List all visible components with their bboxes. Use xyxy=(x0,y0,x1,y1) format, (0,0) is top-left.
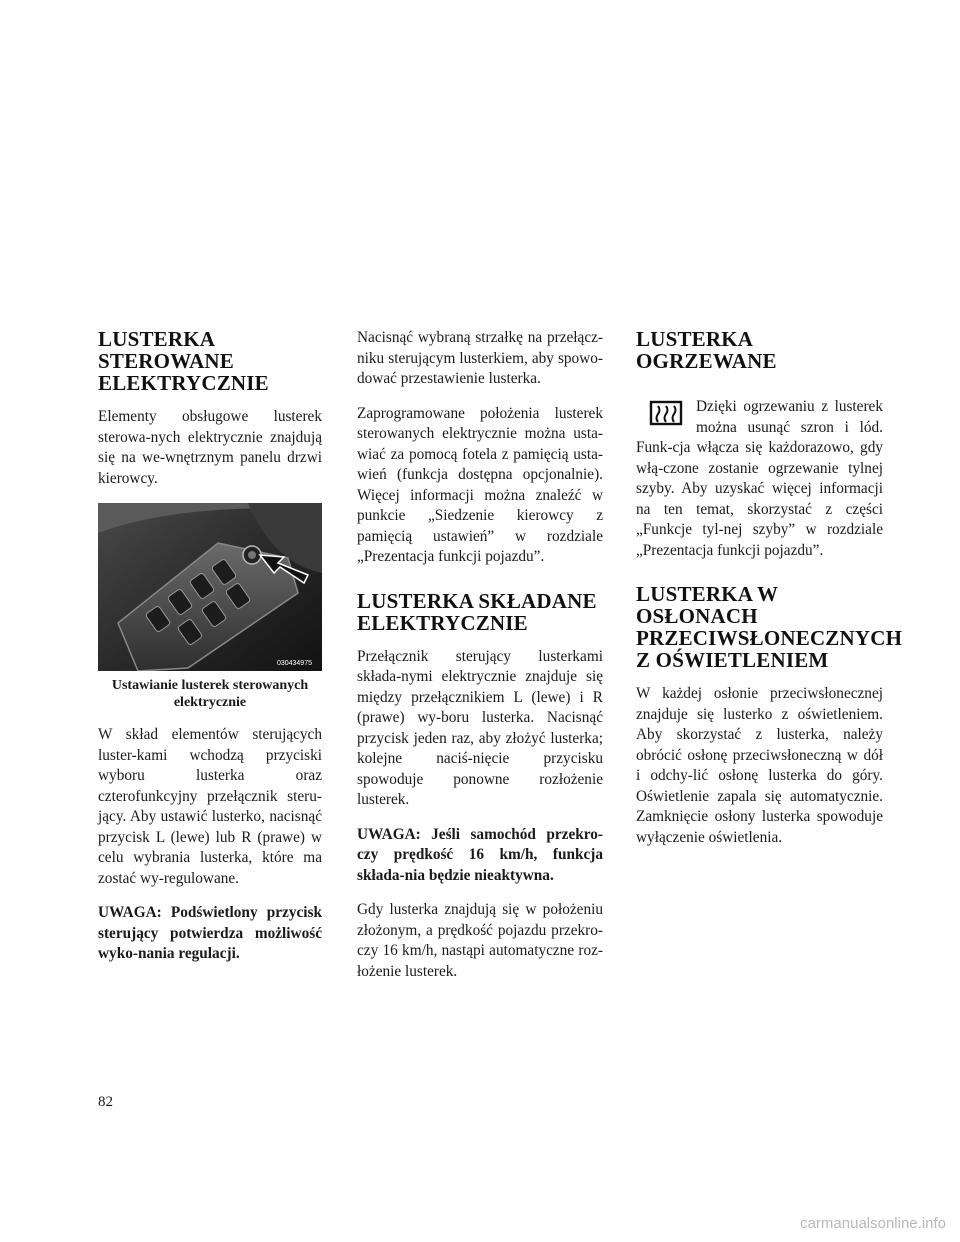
heading-power-folding-mirrors: LUSTERKA SKŁADANE ELEKTRYCZNIE xyxy=(357,588,597,635)
door-panel-illustration xyxy=(98,503,322,671)
vanity-paragraph: W każdej osłonie przeciwsłonecznej znajduje się lusterko z oświetleniem. Aby skorzystać z lusterka, należy obrócić osłonę przeciwsłoneczną w dół i odchy-lić osłonę lusterka do góry. Oświetlenie zapala się automatycznie. Zamknięcie osłony lusterka spowoduje wyłączenie oświetlenia. xyxy=(636,685,883,846)
figure-caption: Ustawianie lusterek sterowanych elektrycznie xyxy=(111,678,309,710)
folding-paragraph: Przełącznik sterujący lusterkami składa-nymi elektrycznie znajduje się między przełącznikiem L (lewe) i R (prawe) wy-boru lusterka. Nacisnąć przycisk jeden raz, aby złożyć lusterka; kolejne naciś-nięcie przycisku spowoduje ponowne rozłożenie lusterek. xyxy=(357,647,603,808)
page-number: 82 xyxy=(98,1094,113,1110)
column-3 xyxy=(636,327,903,862)
intro-paragraph: Elementy obsługowe lusterek sterowa-nych elektrycznie znajdują się na we-wnętrznym panelu drzwi kierowcy. xyxy=(98,408,322,487)
door-switch-photo xyxy=(98,503,322,671)
column-2 xyxy=(357,328,603,996)
arrow-paragraph: Nacisnąć wybraną strzałkę na przełącz-niku sterującym lusterkiem, aby spowo-dować przestawienie lusterka. xyxy=(357,329,603,387)
note-illuminated-button: UWAGA: Podświetlony przycisk sterujący potwierdza możliwość wyko-nania regulacji. xyxy=(98,904,322,962)
rear-defrost-icon xyxy=(648,399,684,429)
column-1 xyxy=(98,328,322,979)
note-speed-limit: UWAGA: Jeśli samochód przekro-czy prędkość 16 km/h, funkcja składa-nia będzie nieaktywna. xyxy=(357,825,603,884)
figure-code: 030434975 xyxy=(276,660,312,667)
heading-heated-mirrors: LUSTERKA OGRZEWANE xyxy=(636,327,777,373)
heading-power-mirrors: LUSTERKA STEROWANE ELEKTRYCZNIE xyxy=(98,327,269,395)
memory-paragraph: Zaprogramowane położenia lusterek sterowanych elektrycznie można usta-wiać za pomocą fotela z pamięcią usta-wień (funkcja dostępna opcjonalnie). Więcej informacji można znaleźć w punkcie „Siedzenie kierowcy z pamięcią ustawień” w rozdziale „Prezentacja funkcji pojazdu”. xyxy=(357,404,603,565)
unfold-paragraph: Gdy lusterka znajdują się w położeniu złożonym, a prędkość pojazdu przekro-czy 16 km/h, nastąpi automatyczne roz-łożenie lusterek. xyxy=(357,901,603,980)
watermark: carmanualsonline.info xyxy=(800,1215,946,1232)
controls-paragraph: W skład elementów sterujących luster-kami wchodzą przyciski wyboru lusterka oraz czterofunkcyjny przełącznik steru-jący. Aby ustawić lusterko, nacisnąć przycisk L (lewe) lub R (prawe) w celu wybrania lusterka, które ma zostać wy-regulowane. xyxy=(98,726,322,887)
heading-illuminated-vanity-mirrors: LUSTERKA W OSŁONACH PRZECIWSŁONECZNYCH Z OŚWIETLENIEM xyxy=(636,582,903,672)
heated-paragraph: Dzięki ogrzewaniu z lusterek można usunąć szron i lód. Funk-cja włącza się każdorazowo, gdy włą-czone zostanie ogrzewanie tylnej szyby. Aby uzyskać więcej informacji na ten temat, skorzystać z części „Funkcje tyl-nej szyby” w rozdziale „Prezentacja funkcji pojazdu”. xyxy=(636,398,883,559)
